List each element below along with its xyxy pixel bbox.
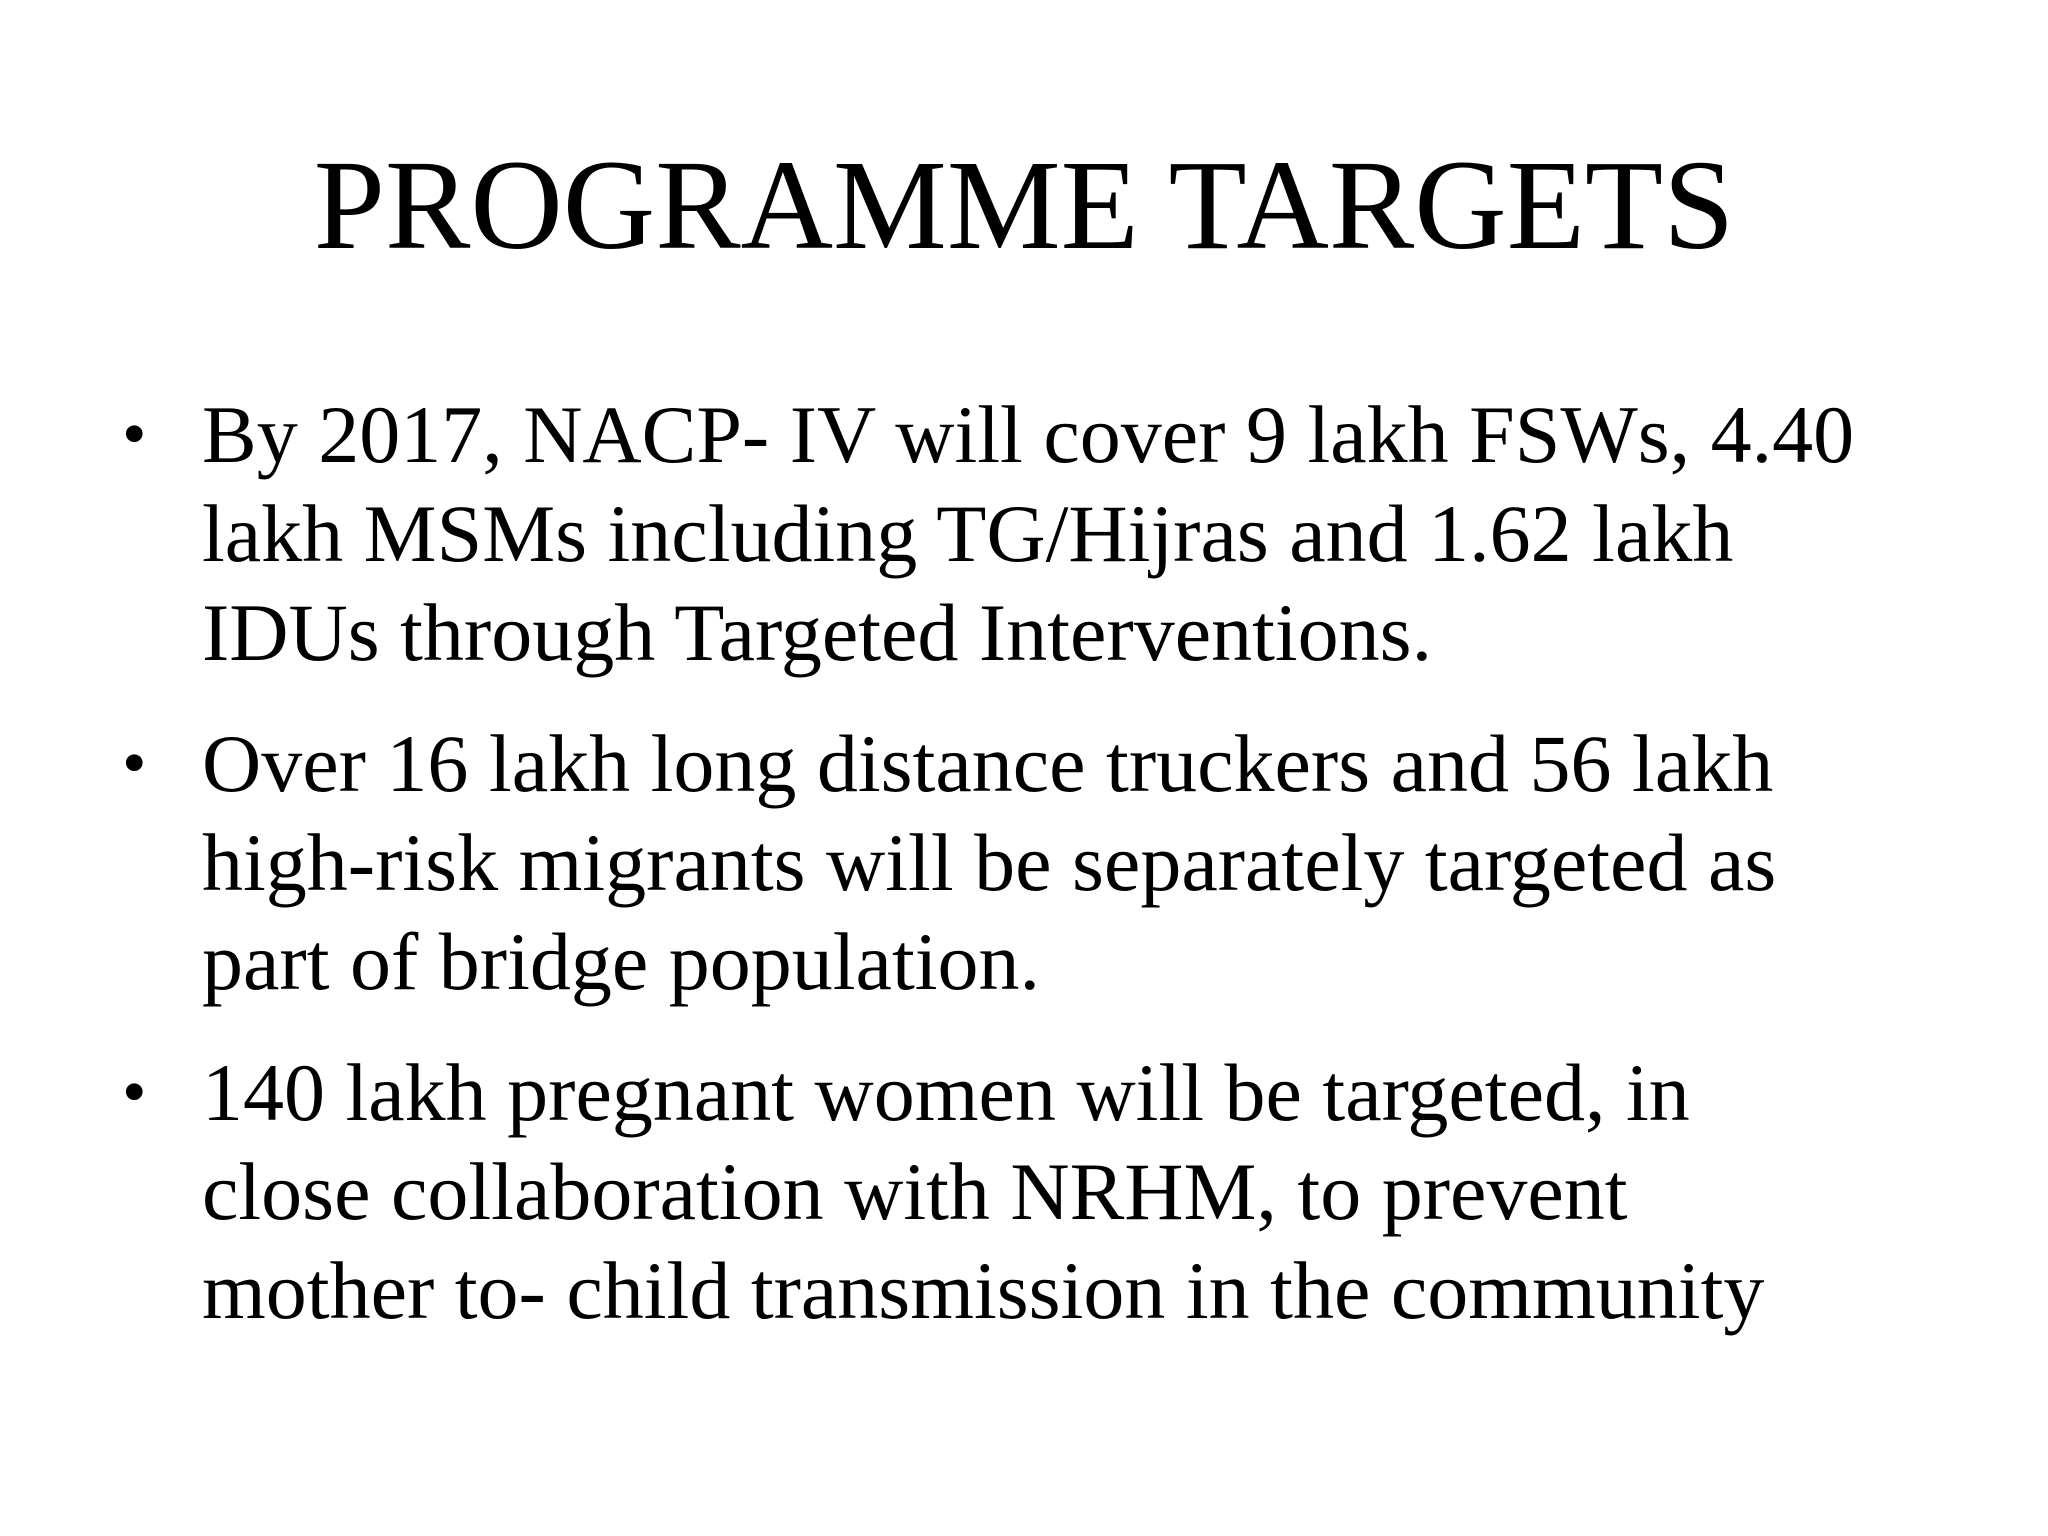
bullet-item xyxy=(112,714,1972,1011)
bullet-text-line: lakh MSMs including TG/Hijras and 1.62 lakh xyxy=(202,488,1734,579)
bullet-text-line: Over 16 lakh long distance truckers and 56 lakh xyxy=(202,718,1774,809)
bullet-dot-icon: • xyxy=(122,396,147,473)
bullet-text-line: mother to- child transmission in the community xyxy=(202,1245,1765,1336)
bullet-text-line: high-risk migrants will be separately targeted as xyxy=(202,817,1777,908)
bullet-list xyxy=(112,385,1972,1372)
bullet-dot-icon: • xyxy=(122,1054,147,1131)
bullet-text-line: By 2017, NACP- IV will cover 9 lakh FSWs, 4.40 xyxy=(202,389,1855,480)
bullet-item xyxy=(112,1043,1972,1340)
bullet-dot-icon: • xyxy=(122,725,147,802)
bullet-text-line: IDUs through Targeted Interventions. xyxy=(202,587,1433,678)
bullet-text-line: 140 lakh pregnant women will be targeted, in xyxy=(202,1047,1690,1138)
bullet-text-line: part of bridge population. xyxy=(202,916,1041,1007)
bullet-text-line: close collaboration with NRHM, to prevent xyxy=(202,1146,1628,1237)
bullet-item xyxy=(112,385,1972,682)
slide-title: PROGRAMME TARGETS xyxy=(313,134,1735,276)
